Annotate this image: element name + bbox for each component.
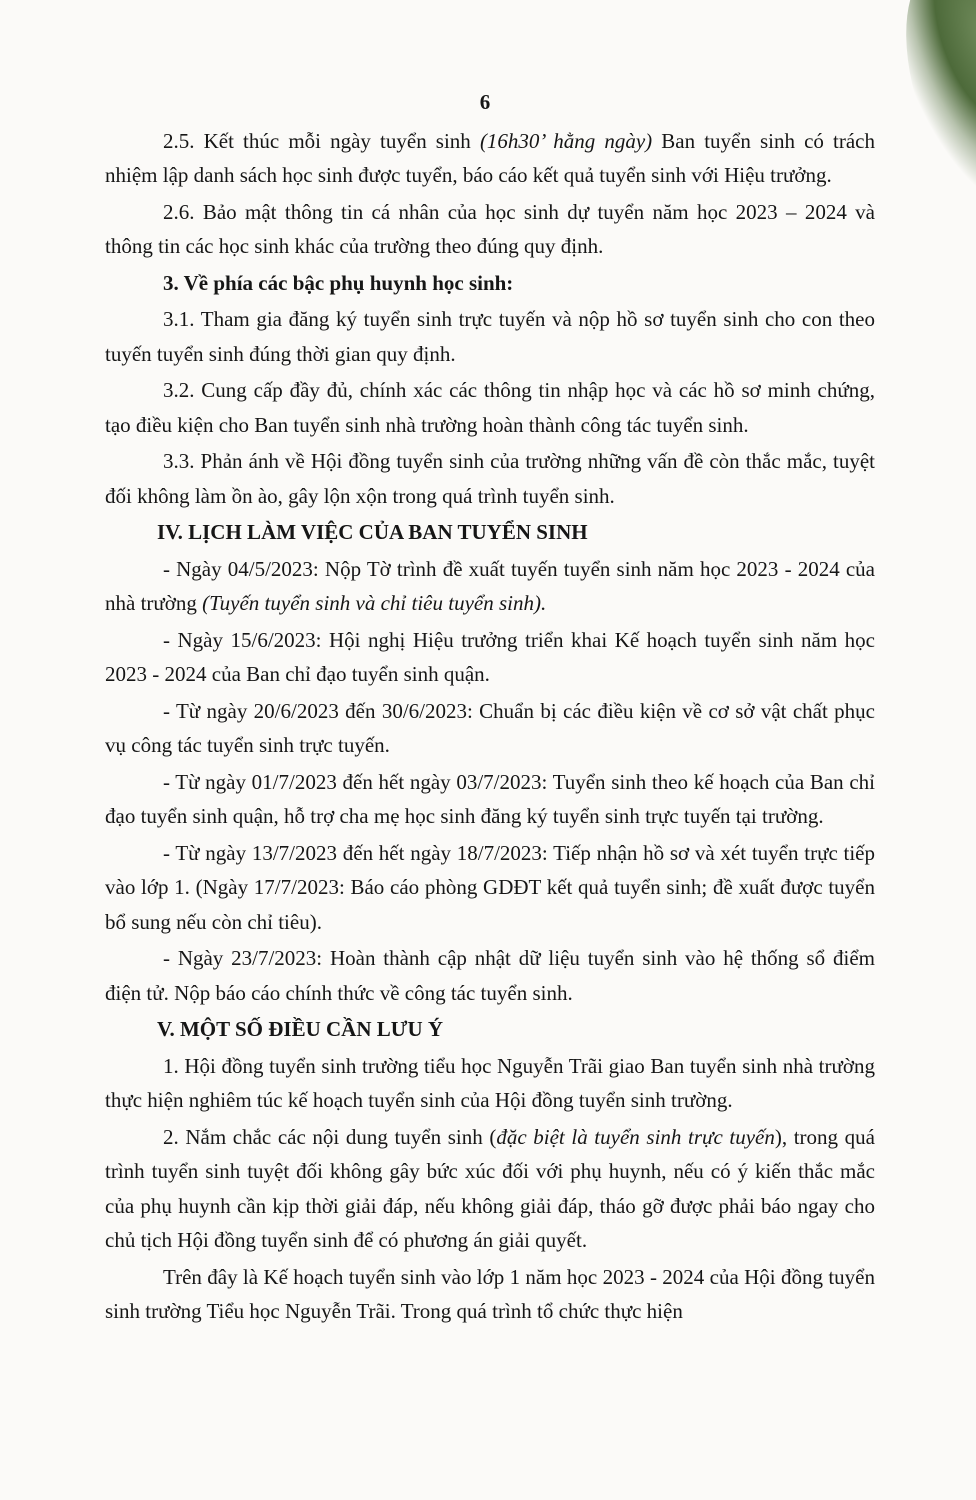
section-heading: 3. Về phía các bậc phụ huynh học sinh: [163,270,514,295]
section-heading: V. MỘT SỐ ĐIỀU CẦN LƯU Ý [157,1017,444,1041]
paragraph [105,373,875,442]
document-body [105,124,875,1329]
paragraph-text: 3.1. Tham gia đăng ký tuyển sinh trực tuyến và nộp hồ sơ tuyển sinh cho con theo tuyến tuyển sinh đúng thời gian quy định. [105,307,875,366]
leaf-decoration [879,0,976,232]
paragraph-text: Ban tuyển sinh có trách nhiệm lập danh sách học sinh được tuyển, báo cáo kết quả tuyển sinh với Hiệu trưởng. [105,128,875,187]
paragraph-italic-text: đặc biệt là tuyển sinh trực tuyến [496,1124,775,1149]
paragraph-text: Trên đây là Kế hoạch tuyển sinh vào lớp 1 năm học 2023 - 2024 của Hội đồng tuyển sinh trường Tiểu học Nguyễn Trãi. Trong quá trình tổ chức thực hiện [105,1264,875,1323]
paragraph [105,302,875,371]
paragraph [105,941,875,1010]
paragraph [105,552,875,621]
paragraph-text: 2. Nắm chắc các nội dung tuyển sinh ( [163,1124,497,1149]
document-page [105,85,875,1331]
paragraph-text: - Ngày 23/7/2023: Hoàn thành cập nhật dữ liệu tuyển sinh vào hệ thống sổ điểm điện tử. Nộp báo cáo chính thức về công tác tuyển sinh. [105,946,875,1005]
paragraph [105,124,875,193]
page-number: 6 [479,90,491,114]
paragraph-text: 1. Hội đồng tuyển sinh trường tiểu học Nguyễn Trãi giao Ban tuyển sinh nhà trường thực hiện nghiêm túc kế hoạch tuyển sinh của Hội đồng tuyển sinh trường. [105,1053,875,1112]
paragraph [105,765,875,834]
paragraph [105,444,875,513]
paragraph [105,1049,875,1118]
paragraph-text: - Ngày 04/5/2023: Nộp Tờ trình đề xuất tuyến tuyển sinh năm học 2023 - 2024 của nhà trường [105,556,875,615]
paragraph-text: - Ngày 15/6/2023: Hội nghị Hiệu trưởng triển khai Kế hoạch tuyển sinh năm học 2023 - 2024 của Ban chỉ đạo tuyển sinh quận. [105,627,875,686]
paragraph-italic-text: (Tuyến tuyển sinh và chỉ tiêu tuyển sinh). [202,591,547,615]
paragraph [105,1260,875,1329]
section-heading: IV. LỊCH LÀM VIỆC CỦA BAN TUYỂN SINH [157,520,588,544]
paragraph-text: 3.3. Phản ánh về Hội đồng tuyển sinh của trường những vấn đề còn thắc mắc, tuyệt đối không làm ồn ào, gây lộn xộn trong quá trình tuyển sinh. [105,449,875,508]
paragraph [105,694,875,763]
paragraph [105,623,875,692]
paragraph-italic-text: (16h30’ hằng ngày) [479,128,653,153]
paragraph-text: - Từ ngày 13/7/2023 đến hết ngày 18/7/2023: Tiếp nhận hồ sơ và xét tuyển trực tiếp vào lớp 1. (Ngày 17/7/2023: Báo cáo phòng GDĐT kết quả tuyển sinh; đề xuất được tuyển bổ sung nếu còn chỉ tiêu). [105,840,875,934]
paragraph [105,1120,875,1258]
paragraph-text: 3.2. Cung cấp đầy đủ, chính xác các thông tin nhập học và các hồ sơ minh chứng, tạo điều kiện cho Ban tuyển sinh nhà trường hoàn thành công tác tuyển sinh. [105,378,875,437]
paragraph [105,195,875,264]
paragraph-text: 2.6. Bảo mật thông tin cá nhân của học sinh dự tuyển năm học 2023 – 2024 và thông tin các học sinh khác của trường theo đúng quy định. [105,199,875,258]
paragraph-text: - Từ ngày 01/7/2023 đến hết ngày 03/7/2023: Tuyển sinh theo kế hoạch của Ban chỉ đạo tuyển sinh quận, hỗ trợ cha mẹ học sinh đăng ký tuyển sinh trực tuyến tại trường. [105,769,875,828]
paragraph-text: - Từ ngày 20/6/2023 đến 30/6/2023: Chuẩn bị các điều kiện về cơ sở vật chất phục vụ công tác tuyển sinh trực tuyến. [105,698,875,757]
paragraph-text: ), trong quá trình tuyển sinh tuyệt đối không gây bức xúc đối với phụ huynh, nếu có ý kiến thắc mắc của phụ huynh cần kịp thời giải đáp, nếu không giải đáp, tháo gỡ được phải báo ngay cho chủ tịch Hội đồng tuyển sinh để có phương án giải quyết. [105,1124,875,1252]
paragraph-text: 2.5. Kết thúc mỗi ngày tuyển sinh [163,128,480,153]
paragraph [105,836,875,940]
